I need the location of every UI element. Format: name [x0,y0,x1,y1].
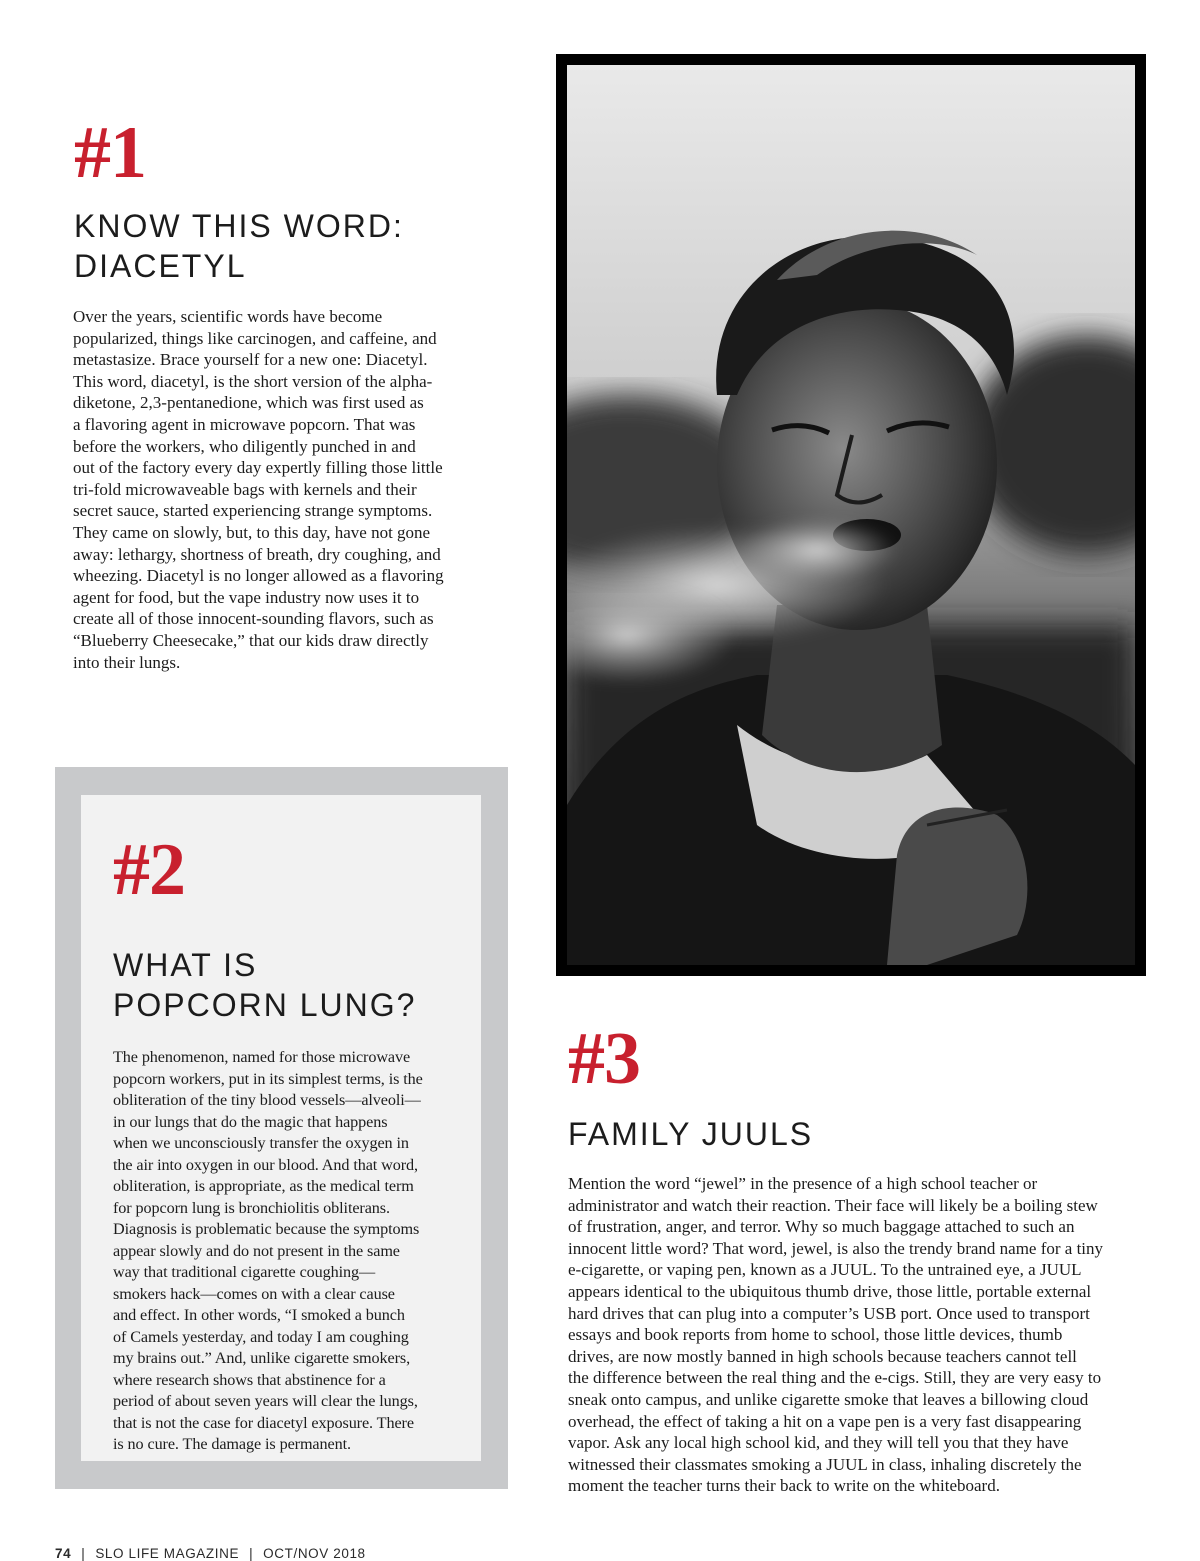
body-line: essays and book reports from home to school, those little devices, thumb [568,1325,1063,1345]
body-line: the difference between the real thing and the e-cigs. Still, they are very easy to [568,1368,1102,1388]
body-line: metastasize. Brace yourself for a new one: Diacetyl. [73,350,428,370]
body-line: moment the teacher turns their back to write on the whiteboard. [568,1476,1000,1496]
body-line: This word, diacetyl, is the short version of the alpha- [73,371,433,391]
body-line: and effect. In other words, “I smoked a bunch [113,1306,405,1324]
body-line: where research shows that abstinence for a [113,1370,386,1389]
body-line: vapor. Ask any local high school kid, and they will tell you that they have [568,1433,1069,1453]
body-line: secret sauce, started experiencing strange symptoms. [73,501,433,521]
body-line: innocent little word? That word, jewel, is also the trendy brand name for a tiny [568,1238,1104,1258]
body-line: the air into oxygen in our blood. And that word, [113,1155,418,1174]
section-3-heading: FAMILY JUULS [568,1116,814,1152]
body-line: for popcorn lung is bronchiolitis obliterans. [113,1198,390,1217]
body-line: popularized, things like carcinogen, and caffeine, and [73,328,437,348]
body-line: Diagnosis is problematic because the symptoms [113,1220,420,1238]
body-line: a flavoring agent in microwave popcorn. That was [73,414,416,434]
section-1-body [73,306,498,673]
photo-illustration [567,65,1135,965]
body-line: They came on slowly, but, to this day, have not gone [73,522,431,542]
body-line: obliteration of the tiny blood vessels—alveoli— [113,1091,421,1109]
section-1-heading-line-1: KNOW THIS WORD: [74,208,404,244]
body-line: when we unconsciously transfer the oxygen in [113,1134,409,1152]
page-footer [55,1546,366,1561]
section-2-number: #2 [113,829,185,911]
body-line: hard drives that can plug into a computer’s USB port. Once used to transport [568,1303,1090,1323]
issue-date: OCT/NOV 2018 [263,1546,366,1561]
section-1-number: #1 [74,112,146,194]
sidebar-inner-panel [81,795,481,1461]
body-line: into their lungs. [73,652,181,672]
body-line: overhead, the effect of taking a hit on a vape pen is a very fast disappearing [568,1411,1082,1431]
body-line: The phenomenon, named for those microwave [113,1048,411,1066]
publication-name: SLO LIFE MAGAZINE [95,1546,240,1561]
page-number: 74 [55,1546,72,1561]
body-line: diketone, 2,3-pentanedione, which was first used as [73,393,424,413]
body-line: tri-fold microwaveable bags with kernels and their [73,479,417,499]
body-line: agent for food, but the vape industry now uses it to [73,587,420,607]
body-line: period of about seven years will clear the lungs, [113,1392,418,1410]
body-line: my brains out.” And, unlike cigarette smokers, [113,1349,411,1367]
body-line: obliteration, is appropriate, as the medical term [113,1177,414,1195]
section-1-heading-line-2: DIACETYL [74,248,247,284]
body-line: is no cure. The damage is permanent. [113,1435,351,1453]
body-line: witnessed their classmates smoking a JUUL in class, inhaling discretely the [568,1454,1082,1474]
body-line: appears identical to the ubiquitous thumb drive, those little, portable external [568,1281,1092,1301]
body-line: “Blueberry Cheesecake,” that our kids draw directly [73,630,429,650]
section-2-body [113,1047,471,1456]
section-3-number: #3 [568,1018,640,1100]
body-line: in our lungs that do the magic that happens [113,1112,388,1131]
body-line: administrator and watch their reaction. Their face will likely be a boiling stew [568,1195,1098,1215]
body-line: of Camels yesterday, and today I am coughing [113,1327,409,1346]
section-2-heading [113,945,473,1025]
footer-separator: | [81,1546,86,1561]
section-3-body [568,1173,1148,1497]
body-line: smokers hack—comes on with a clear cause [113,1284,395,1303]
body-line: out of the factory every day expertly filling those little [73,458,443,478]
section-2-heading-line-1: WHAT IS [113,947,258,983]
body-line: create all of those innocent-sounding flavors, such as [73,609,434,629]
body-line: away: lethargy, shortness of breath, dry coughing, and [73,544,441,564]
body-line: sneak onto campus, and unlike cigarette smoke that leaves a billowing cloud [568,1389,1089,1409]
vaping-teen-photo [556,54,1146,976]
body-line: drives, are now mostly banned in high schools because teachers cannot tell [568,1346,1077,1366]
body-line: Over the years, scientific words have become [73,307,383,326]
section-2-heading-line-2: POPCORN LUNG? [113,987,417,1023]
body-line: that is not the case for diacetyl exposure. There [113,1413,414,1432]
section-1-heading [74,206,514,286]
body-line: before the workers, who diligently punched in and [73,436,416,456]
body-line: appear slowly and do not present in the same [113,1241,400,1260]
body-line: way that traditional cigarette coughing— [113,1263,376,1281]
body-line: e-cigarette, or vaping pen, known as a JUUL. To the untrained eye, a JUUL [568,1260,1082,1280]
body-line: Mention the word “jewel” in the presence of a high school teacher or [568,1174,1038,1193]
popcorn-lung-sidebar-box [55,767,508,1489]
body-line: wheezing. Diacetyl is no longer allowed as a flavoring [73,566,444,586]
body-line: popcorn workers, put in its simplest terms, is the [113,1069,423,1088]
footer-separator: | [249,1546,254,1561]
body-line: of frustration, anger, and terror. Why so much baggage attached to such an [568,1217,1075,1237]
